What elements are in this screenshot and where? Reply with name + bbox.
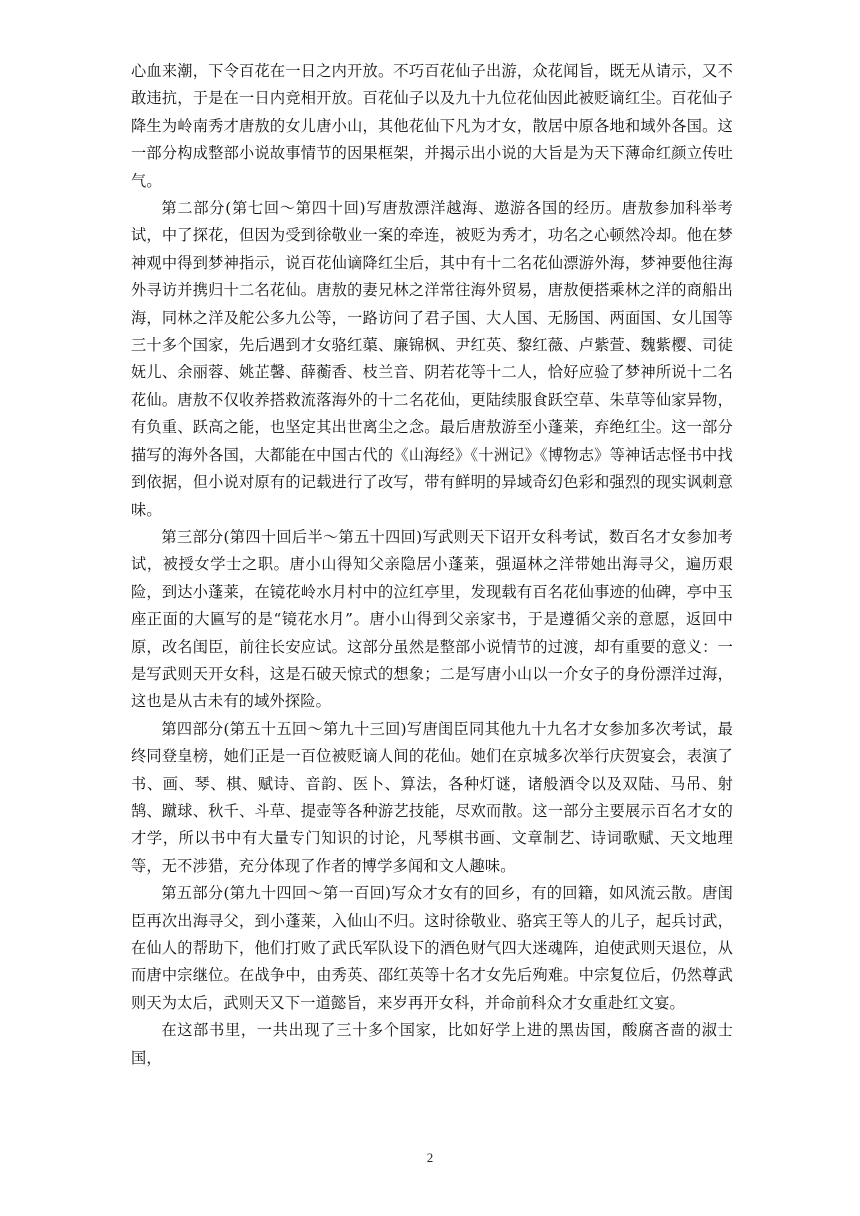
document-body (131, 58, 733, 1072)
page-number: 2 (426, 1150, 434, 1165)
paragraph-2: 第二部分(第七回～第四十回)写唐敖漂洋越海、遨游各国的经历。唐敖参加科举考试，中了探花，但因为受到徐敬业一案的牵连，被贬为秀才，功名之心顿然冷却。他在梦神观中得到梦神指示，说百花仙谪降红尘后，其中有十二名花仙漂游外海，梦神要他往海外寻访并携归十二名花仙。唐敖的妻兄林之洋常往海外贸易，唐敖便搭乘林之洋的商船出海，同林之洋及舵公多九公等，一路访问了君子国、大人国、无肠国、两面国、女儿国等三十多个国家，先后遇到才女骆红蕖、廉锦枫、尹红英、黎红薇、卢紫萱、魏紫樱、司徒妩儿、余丽蓉、姚芷馨、薛蘅香、枝兰音、阴若花等十二人，恰好应验了梦神所说十二名花仙。唐敖不仅收养搭救流落海外的十二名花仙，更陆续服食跃空草、朱草等仙家异物，有负重、跃高之能，也坚定其出世离尘之念。最后唐敖游至小蓬莱，弃绝红尘。这一部分描写的海外各国，大都能在中国古代的《山海经》《十洲记》《博物志》等神话志怪书中找到依据，但小说对原有的记载进行了改写，带有鲜明的异域奇幻色彩和强烈的现实讽刺意味。 (131, 199, 733, 519)
paragraph-6: 在这部书里，一共出现了三十多个国家，比如好学上进的黑齿国，酸腐吝啬的淑士国， (131, 1021, 733, 1067)
paragraph-3: 第三部分(第四十回后半～第五十四回)写武则天下诏开女科考试，数百名才女参加考试，被授女学士之职。唐小山得知父亲隐居小蓬莱，强逼林之洋带她出海寻父，遍历艰险，到达小蓬莱，在镜花岭水月村中的泣红亭里，发现载有百名花仙事迹的仙碑，亭中玉座正面的大匾写的是“镜花水月”。唐小山得到父亲家书，于是遵循父亲的意愿，返回中原，改名闺臣，前往长安应试。这部分虽然是整部小说情节的过渡，却有重要的意义：一是写武则天开女科，这是石破天惊式的想象；二是写唐小山以一介女子的身份漂洋过海，这也是从古未有的域外探险。 (131, 527, 733, 711)
paragraph-4: 第四部分(第五十五回～第九十三回)写唐闺臣同其他九十九名才女参加多次考试，最终同登皇榜，她们正是一百位被贬谪人间的花仙。她们在京城多次举行庆贺宴会，表演了书、画、琴、棋、赋诗、音韵、医卜、算法，各种灯谜，诸般酒令以及双陆、马吊、射鹄、蹴球、秋千、斗草、提壶等各种游艺技能，尽欢而散。这一部分主要展示百名才女的才学，所以书中有大量专门知识的讨论，凡琴棋书画、文章制艺、诗词歌赋、天文地理等，无不涉猎，充分体现了作者的博学多闻和文人趣味。 (131, 719, 733, 875)
paragraph-5: 第五部分(第九十四回～第一百回)写众才女有的回乡，有的回籍，如风流云散。唐闺臣再次出海寻父，到小蓬莱，入仙山不归。这时徐敬业、骆宾王等人的儿子，起兵讨武，在仙人的帮助下，他们打败了武氏军队设下的酒色财气四大迷魂阵，迫使武则天退位，从而唐中宗继位。在战争中，由秀英、邵红英等十名才女先后殉难。中宗复位后，仍然尊武则天为太后，武则天又下一道懿旨，来岁再开女科，并命前科众才女重赴红文宴。 (131, 884, 733, 1012)
paragraph-1: 心血来潮，下令百花在一日之内开放。不巧百花仙子出游，众花闻旨，既无从请示，又不敢违抗，于是在一日内竞相开放。百花仙子以及九十九位花仙因此被贬谪红尘。百花仙子降生为岭南秀才唐敖的女儿唐小山，其他花仙下凡为才女，散居中原各地和域外各国。这一部分构成整部小说故事情节的因果框架，并揭示出小说的大旨是为天下薄命红颜立传吐气。 (131, 62, 733, 190)
